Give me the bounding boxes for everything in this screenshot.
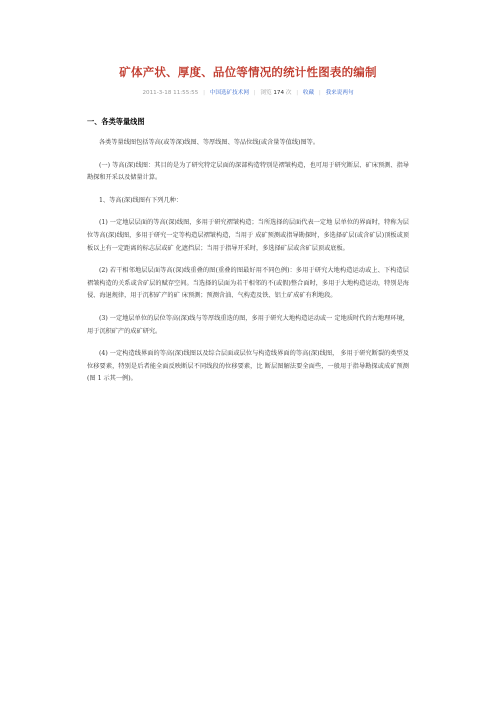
paragraph-contour-maps: (一) 等高(深)线图：其目的是为了研究特定层面的深部构造特别是褶皱构造，也可用于研究断层、矿床预测、指导勘探和开采以及储量计算。 bbox=[87, 161, 409, 182]
source-link[interactable]: 中国选矿技术网 bbox=[209, 90, 249, 96]
publish-date: 2011-3-18 11:55:55 bbox=[142, 90, 199, 96]
meta-separator: | bbox=[318, 90, 321, 96]
meta-separator: | bbox=[203, 90, 205, 96]
meta-separator: | bbox=[253, 90, 256, 96]
section-heading: 一、各类等量线图 bbox=[87, 117, 145, 126]
meta-separator: | bbox=[296, 90, 299, 96]
favorite-link[interactable]: 收藏 bbox=[302, 90, 315, 96]
intro-paragraph: 各类等量线图包括等高(或等深)线图、等厚线图、等品位线(或含量等值线)图等。 bbox=[99, 139, 320, 146]
paragraph-item-4: (4) 一定构造线界面的等高(深)线图以及综合层面或层位与构造线界面的等高(深)线图， 多用于研究断裂的类型及位移要素，特别是后者能全面反映断层不同线段的位移要素，比 断层图解法要全面些，一般用于指导勘探或成矿预测(图 1 示其一例)。 bbox=[87, 350, 409, 383]
paragraph-item-3: (3) 一定地层单位的层位等高(深)线与等厚线重迭的图，多用于研究大地构造运动或一 定地质时代的古地理环境，用于沉积矿产的成矿研究。 bbox=[87, 314, 409, 335]
paragraph-types-heading: 1、等高(深)线图有下列几种： bbox=[99, 196, 183, 204]
paragraph-item-1: (1) 一定地层层面的等高(深)线图，多用于研究褶皱构造；当所选择的层面代表一定地 层单位的界面时，特称为层位等高(深)线图，多用于研究一定等构造层褶皱构造，当用于 成矿预测或指导勘探时，多选择矿层(或含矿层)顶板或顶板以上有一定距离的标志层或矿 化遮挡层；当用于指导开采时，多选择矿层或含矿层顶或底板。 bbox=[87, 219, 409, 252]
article-meta bbox=[0, 88, 496, 96]
article-body bbox=[87, 104, 409, 386]
views-label: 浏览 bbox=[260, 90, 272, 96]
views-unit: 次 bbox=[285, 90, 292, 96]
views-count: 174 bbox=[273, 90, 285, 96]
article-title: 矿体产状、厚度、品位等情况的统计性图表的编制 bbox=[119, 65, 377, 79]
paragraph-item-2: (2) 若干相邻地层层面等高(深)线重叠的图(重叠的图最好用不同色例)：多用于研究大地构造运动或上、下构造层褶皱构造的关系或含矿层的赋存空间。当选择的层面为若干相邻的不(或假)整合面时，多用于大地构造运动，特别是海侵、海退规律，用于沉积矿产的矿 床预测；预测含油、气构造及铁、铝土矿成矿有利地段。 bbox=[87, 267, 409, 300]
comment-link[interactable]: 我来说两句 bbox=[325, 90, 354, 96]
